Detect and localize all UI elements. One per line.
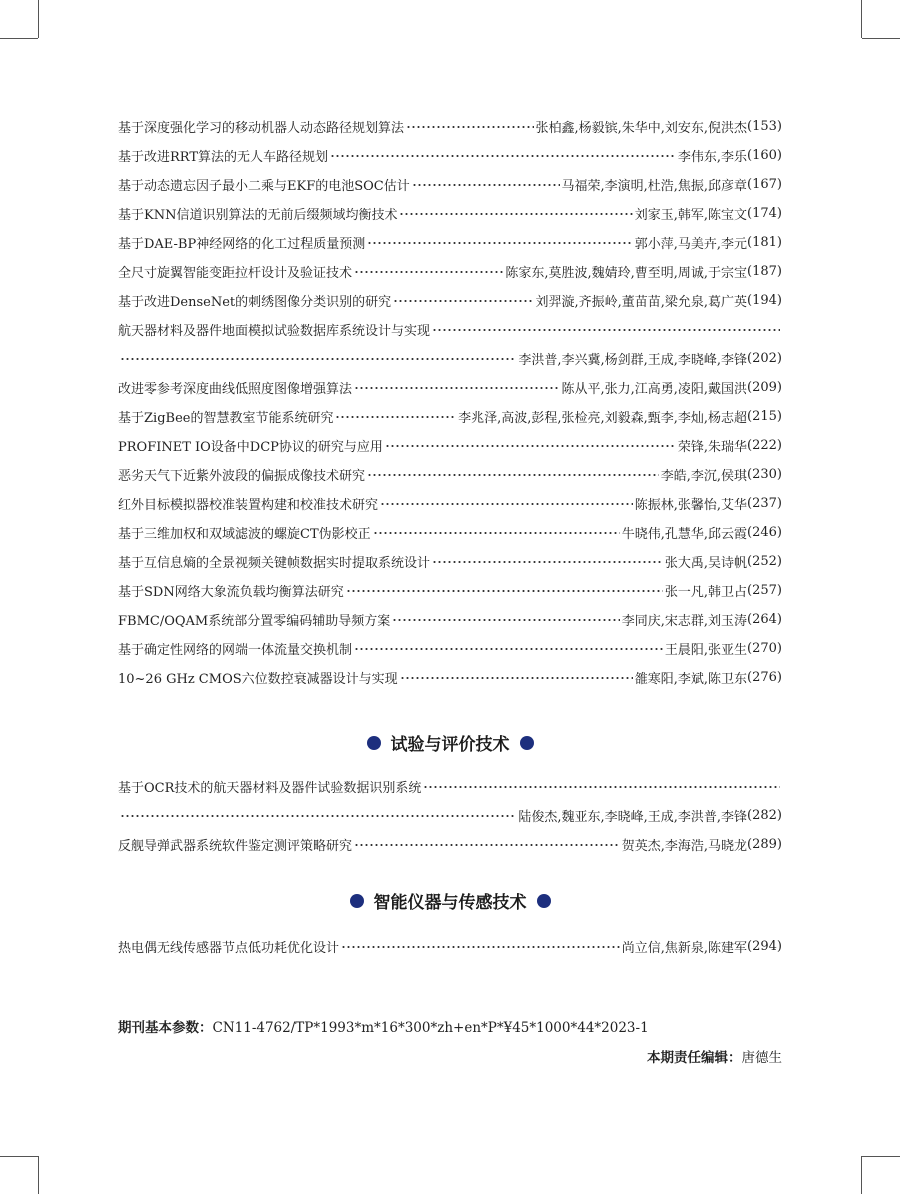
toc-entry-page: (209) (747, 380, 782, 395)
toc-entry (118, 489, 782, 518)
toc-entry-authors: 刘家玉,韩军,陈宝文 (634, 208, 748, 223)
toc-entry-authors: 荣锋,朱瑞华 (677, 440, 748, 455)
toc-entry-page: (202) (747, 351, 782, 366)
toc-entry (118, 112, 782, 141)
toc-entry-authors: 李兆泽,高波,彭程,张检亮,刘毅森,甄李,李灿,杨志超 (458, 411, 748, 426)
toc-entry-authors: 张柏鑫,杨毅镔,朱华中,刘安东,倪洪杰 (535, 121, 748, 136)
toc-entry (118, 402, 782, 431)
toc-entry-title: 航天器材料及器件地面模拟试验数据库系统设计与实现 (118, 324, 431, 339)
toc-entry (118, 141, 782, 170)
toc-entry-page: (264) (747, 612, 782, 627)
toc-entry-title: 基于改进DenseNet的刺绣图像分类识别的研究 (118, 295, 392, 310)
toc-section2-list (118, 932, 782, 961)
dot-leader (393, 299, 533, 303)
toc-entry-page: (294) (747, 939, 782, 954)
toc-entry (118, 228, 782, 257)
toc-entry-title: 红外目标模拟器校准装置构建和校准技术研究 (118, 498, 379, 513)
toc-entry-title: 基于改进RRT算法的无人车路径规划 (118, 150, 329, 165)
dot-leader (380, 502, 633, 506)
toc-entry (118, 547, 782, 576)
section-heading-smart-instruments (0, 888, 900, 913)
dot-leader (399, 212, 632, 216)
dot-leader (392, 618, 620, 622)
toc-entry-authors: 王晨阳,张亚生 (664, 643, 748, 658)
toc-entry-authors: 刘羿漩,齐振岭,董苗苗,梁允泉,葛广英 (535, 295, 748, 310)
toc-entry (118, 830, 782, 859)
dot-leader (373, 531, 620, 535)
dot-leader (335, 415, 456, 419)
toc-entry-authors: 李同庆,宋志群,刘玉涛 (621, 614, 748, 629)
dot-leader (354, 270, 503, 274)
journal-params (118, 1016, 782, 1036)
crop-mark-top-left-h (0, 38, 38, 39)
journal-params-label: 期刊基本参数： (118, 1020, 213, 1036)
toc-entry-title: 基于KNN信道识别算法的无前后缀频域均衡技术 (118, 208, 398, 223)
crop-mark-bottom-right (861, 1156, 862, 1194)
toc-entry-authors: 贺英杰,李海浩,马晓龙 (621, 839, 748, 854)
dot-leader (367, 241, 633, 245)
toc-entry-authors: 陈从平,张力,江高勇,凌阳,戴国洪 (561, 382, 748, 397)
toc-entry (118, 518, 782, 547)
toc-entry-authors: 张一凡,韩卫占 (664, 585, 748, 600)
toc-entry-page: (167) (747, 177, 782, 192)
dot-leader (406, 125, 533, 129)
dot-leader (385, 444, 676, 448)
section-heading-test-evaluation (0, 730, 900, 755)
crop-mark-top-right-h (862, 38, 900, 39)
toc-entry-page: (246) (747, 525, 782, 540)
bullet-dot-icon (520, 736, 534, 750)
crop-mark-bottom-right-h (862, 1156, 900, 1157)
toc-entry (118, 663, 782, 692)
toc-entry (118, 460, 782, 489)
crop-mark-bottom-left (38, 1156, 39, 1194)
dot-leader (432, 328, 780, 332)
toc-entry-title: 基于动态遗忘因子最小二乘与EKF的电池SOC估计 (118, 179, 410, 194)
toc-entry-authors: 雒寒阳,李斌,陈卫东 (634, 672, 748, 687)
toc-entry-authors: 郭小萍,马美卉,李元 (634, 237, 748, 252)
toc-entry-page: (289) (747, 837, 782, 852)
toc-entry-title: 基于ZigBee的智慧教室节能系统研究 (118, 411, 334, 426)
dot-leader (120, 814, 516, 818)
toc-entry-page: (181) (747, 235, 782, 250)
section-heading-text: 试验与评价技术 (390, 735, 510, 755)
toc-entry-authors: 李皓,李沉,侯琪 (660, 469, 748, 484)
toc-entry-page: (276) (747, 670, 782, 685)
toc-entry-title: 基于OCR技术的航天器材料及器件试验数据识别系统 (118, 781, 422, 796)
toc-entry (118, 170, 782, 199)
toc-entry-authors: 张大禹,吴诗帆 (664, 556, 748, 571)
toc-entry-title: 改进零参考深度曲线低照度图像增强算法 (118, 382, 353, 397)
toc-entry-page: (174) (747, 206, 782, 221)
section-heading-text: 智能仪器与传感技术 (373, 893, 527, 913)
toc-entry-title: 基于深度强化学习的移动机器人动态路径规划算法 (118, 121, 405, 136)
toc-entry-title: 反舰导弹武器系统软件鉴定测评策略研究 (118, 839, 353, 854)
dot-leader (423, 785, 780, 789)
toc-entry-page: (230) (747, 467, 782, 482)
toc-entry (118, 373, 782, 402)
toc-entry-title: 基于互信息熵的全景视频关键帧数据实时提取系统设计 (118, 556, 431, 571)
toc-entry-page: (237) (747, 496, 782, 511)
toc-entry-page: (194) (747, 293, 782, 308)
bullet-dot-icon (367, 736, 381, 750)
toc-entry-page: (282) (747, 808, 782, 823)
dot-leader (432, 560, 663, 564)
toc-entry-title: 热电偶无线传感器节点低功耗优化设计 (118, 941, 340, 956)
toc-entry-authors: 陆俊杰,魏亚东,李晓峰,王成,李洪普,李锋 (518, 810, 748, 825)
toc-entry-page: (160) (747, 148, 782, 163)
toc-entry-title: PROFINET IO设备中DCP协议的研究与应用 (118, 440, 383, 455)
toc-entry-authors: 陈家东,莫胜波,魏婧玲,曹至明,周诚,于宗宝 (505, 266, 748, 281)
editor-name: 唐德生 (741, 1050, 782, 1066)
dot-leader (354, 647, 663, 651)
toc-entry-authors: 尚立信,焦新泉,陈建军 (621, 941, 748, 956)
toc-main-list (118, 112, 782, 692)
toc-entry (118, 315, 782, 344)
toc-entry-authors: 马福荣,李演明,杜浩,焦振,邱彦章 (561, 179, 748, 194)
toc-entry (118, 199, 782, 228)
dot-leader (400, 676, 633, 680)
toc-entry-title: 基于确定性网络的网端一体流量交换机制 (118, 643, 353, 658)
journal-params-value: CN11-4762/TP*1993*m*16*300*zh+en*P*¥45*1000*44*2023-1 (212, 1020, 649, 1036)
toc-entry-page: (215) (747, 409, 782, 424)
toc-entry-authors: 李伟东,李乐 (677, 150, 748, 165)
toc-entry-title: 恶劣天气下近紫外波段的偏振成像技术研究 (118, 469, 366, 484)
dot-leader (354, 843, 620, 847)
dot-leader (354, 386, 559, 390)
toc-entry (118, 634, 782, 663)
crop-mark-top-right (861, 0, 862, 38)
dot-leader (367, 473, 659, 477)
toc-entry (118, 257, 782, 286)
toc-entry (118, 431, 782, 460)
toc-entry-title: 基于SDN网络大象流负载均衡算法研究 (118, 585, 344, 600)
toc-entry-page: (153) (747, 119, 782, 134)
toc-entry (118, 772, 782, 801)
toc-entry-authors: 陈振林,张馨怡,艾华 (634, 498, 748, 513)
crop-mark-top-left (38, 0, 39, 38)
toc-entry-title: 基于三维加权和双域滤波的螺旋CT伪影校正 (118, 527, 371, 542)
toc-entry-authors: 李洪普,李兴冀,杨剑群,王成,李晓峰,李锋 (518, 353, 748, 368)
toc-entry-title: 10~26 GHz CMOS六位数控衰减器设计与实现 (118, 672, 398, 687)
dot-leader (330, 154, 676, 158)
dot-leader (346, 589, 663, 593)
toc-entry (118, 576, 782, 605)
responsible-editor (647, 1046, 782, 1066)
toc-section1-list (118, 772, 782, 859)
dot-leader (412, 183, 560, 187)
toc-entry (118, 932, 782, 961)
editor-label: 本期责任编辑： (647, 1050, 742, 1066)
toc-entry-page: (222) (747, 438, 782, 453)
toc-entry-page: (257) (747, 583, 782, 598)
toc-entry-title: FBMC/OQAM系统部分置零编码辅助导频方案 (118, 614, 391, 629)
bullet-dot-icon (537, 894, 551, 908)
toc-entry-title: 全尺寸旋翼智能变距拉杆设计及验证技术 (118, 266, 353, 281)
toc-entry (118, 801, 782, 830)
toc-entry (118, 344, 782, 373)
toc-entry-page: (187) (747, 264, 782, 279)
toc-entry-page: (252) (747, 554, 782, 569)
toc-entry (118, 605, 782, 634)
toc-entry-title: 基于DAE-BP神经网络的化工过程质量预测 (118, 237, 366, 252)
dot-leader (120, 357, 516, 361)
crop-mark-bottom-left-h (0, 1156, 38, 1157)
toc-entry (118, 286, 782, 315)
toc-entry-authors: 牛晓伟,孔慧华,邱云霞 (621, 527, 748, 542)
toc-entry-page: (270) (747, 641, 782, 656)
dot-leader (341, 945, 620, 949)
bullet-dot-icon (350, 894, 364, 908)
